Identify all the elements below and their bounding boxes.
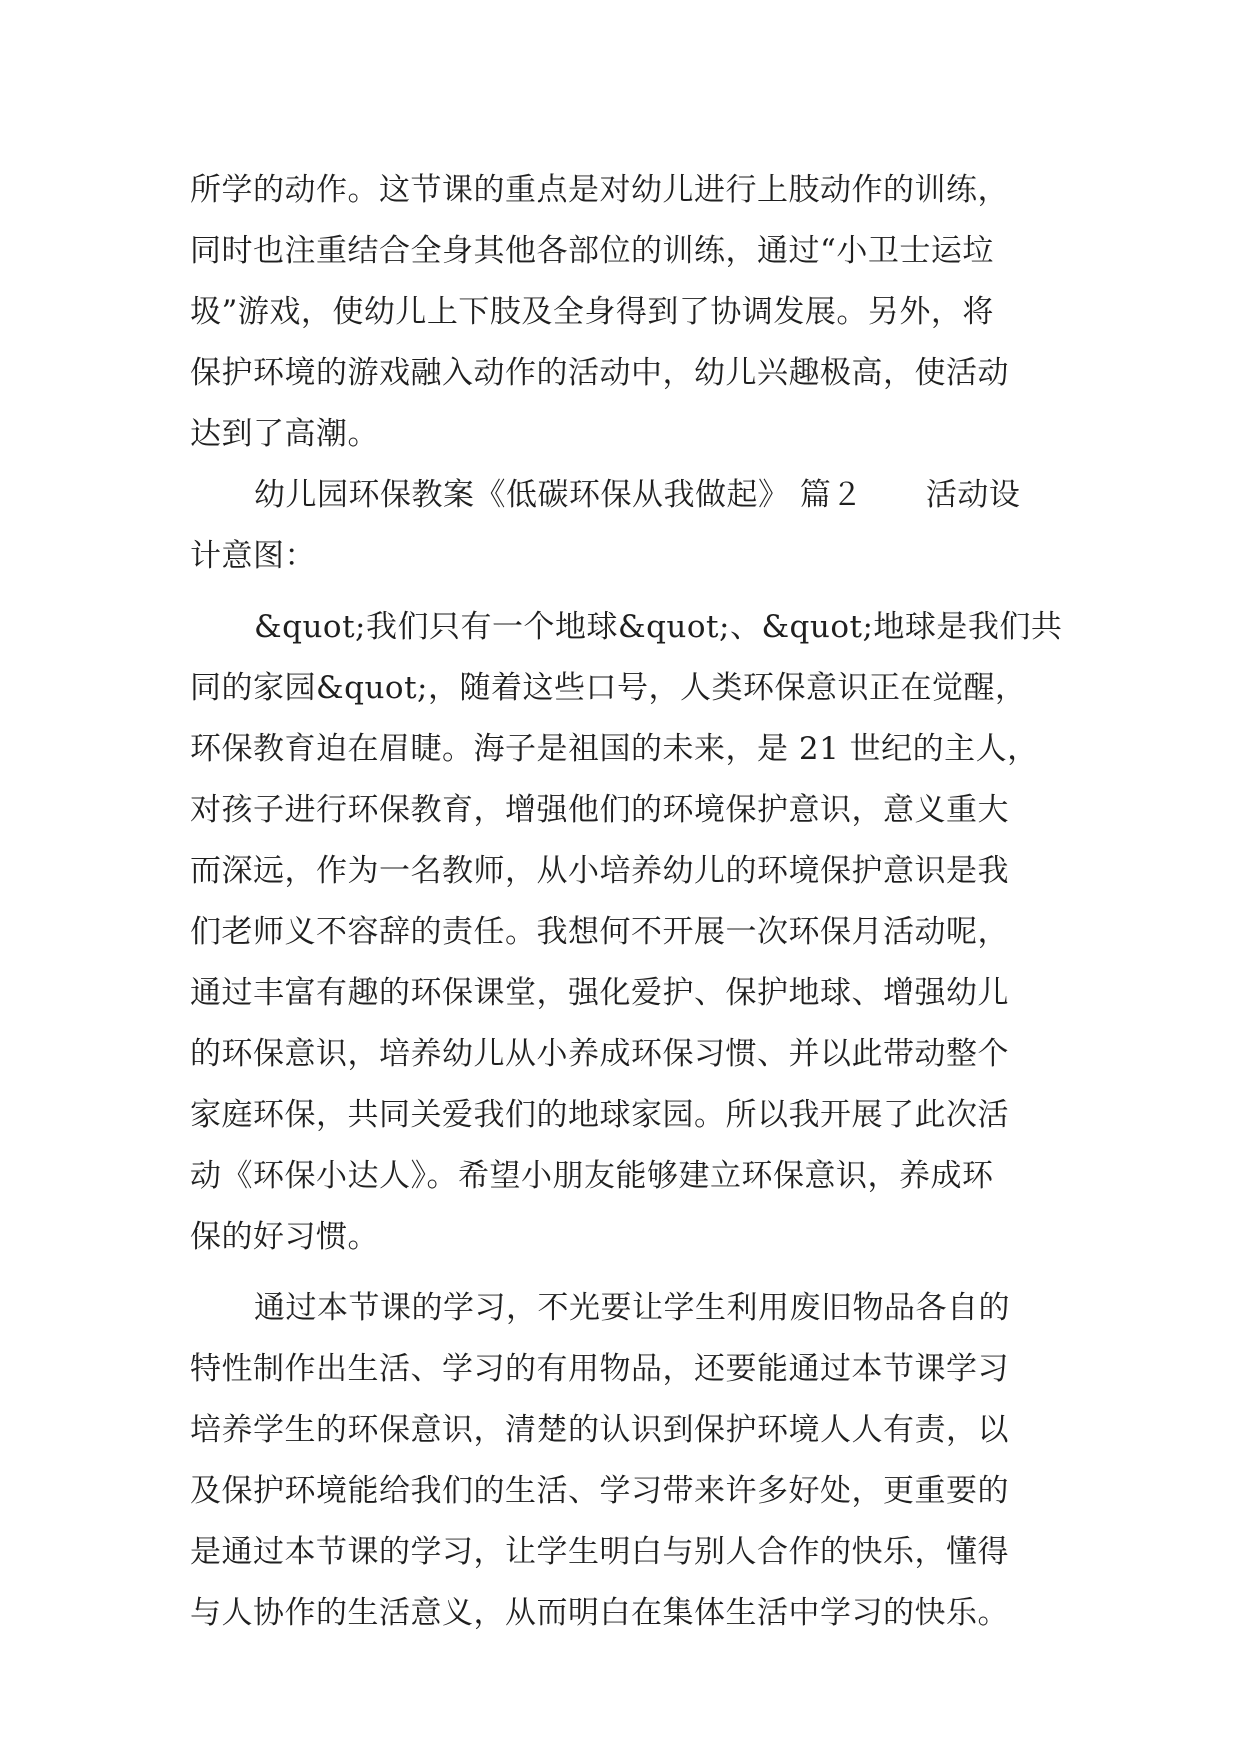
text-line: 们老师义不容辞的责任。我想何不开展一次环保月活动呢， <box>190 914 1009 950</box>
document-body <box>190 160 1063 1644</box>
text-line: 环保教育迫在眉睫。海子是祖国的未来，是 21 世纪的主人， <box>190 731 1039 767</box>
text-line: &quot;我们只有一个地球&quot;、&quot;地球是我们共 <box>254 609 1063 645</box>
text-line: 与人协作的生活意义，从而明白在集体生活中学习的快乐。 <box>190 1595 1009 1631</box>
text-line: 及保护环境能给我们的生活、学习带来许多好处，更重要的 <box>190 1473 1009 1509</box>
text-line: 所学的动作。这节课的重点是对幼儿进行上肢动作的训练， <box>190 172 1009 208</box>
text-line: 同时也注重结合全身其他各部位的训练，通过“小卫士运垃 <box>190 233 994 269</box>
paragraph-4 <box>190 1278 1060 1644</box>
section-heading-line: 幼儿园环保教案《低碳环保从我做起》 篇２ 活动设 <box>254 477 1021 513</box>
paragraph-1 <box>190 160 1060 465</box>
text-line: 达到了高潮。 <box>190 416 379 452</box>
text-line: 圾”游戏，使幼儿上下肢及全身得到了协调发展。另外，将 <box>190 294 994 330</box>
text-line: 是通过本节课的学习，让学生明白与别人合作的快乐，懂得 <box>190 1534 1009 1570</box>
text-line: 动《环保小达人》。希望小朋友能够建立环保意识，养成环 <box>190 1158 994 1194</box>
text-line: 培养学生的环保意识，清楚的认识到保护环境人人有责，以 <box>190 1412 1009 1448</box>
paragraph-2-heading <box>190 465 1060 587</box>
text-line: 家庭环保，共同关爱我们的地球家园。所以我开展了此次活 <box>190 1097 1009 1133</box>
text-line: 通过丰富有趣的环保课堂，强化爱护、保护地球、增强幼儿 <box>190 975 1009 1011</box>
text-line: 保护环境的游戏融入动作的活动中，幼儿兴趣极高，使活动 <box>190 355 1009 391</box>
text-line: 而深远，作为一名教师，从小培养幼儿的环境保护意识是我 <box>190 853 1009 889</box>
text-line: 通过本节课的学习，不光要让学生利用废旧物品各自的 <box>254 1290 1010 1326</box>
text-line: 同的家园&quot;，随着这些口号，人类环保意识正在觉醒， <box>190 670 1027 706</box>
text-line: 对孩子进行环保教育，增强他们的环境保护意识，意义重大 <box>190 792 1009 828</box>
text-line: 计意图： <box>190 538 316 574</box>
text-line: 的环保意识，培养幼儿从小养成环保习惯、并以此带动整个 <box>190 1036 1009 1072</box>
paragraph-3 <box>190 597 1063 1268</box>
text-line: 特性制作出生活、学习的有用物品，还要能通过本节课学习 <box>190 1351 1009 1387</box>
text-line: 保的好习惯。 <box>190 1219 379 1255</box>
